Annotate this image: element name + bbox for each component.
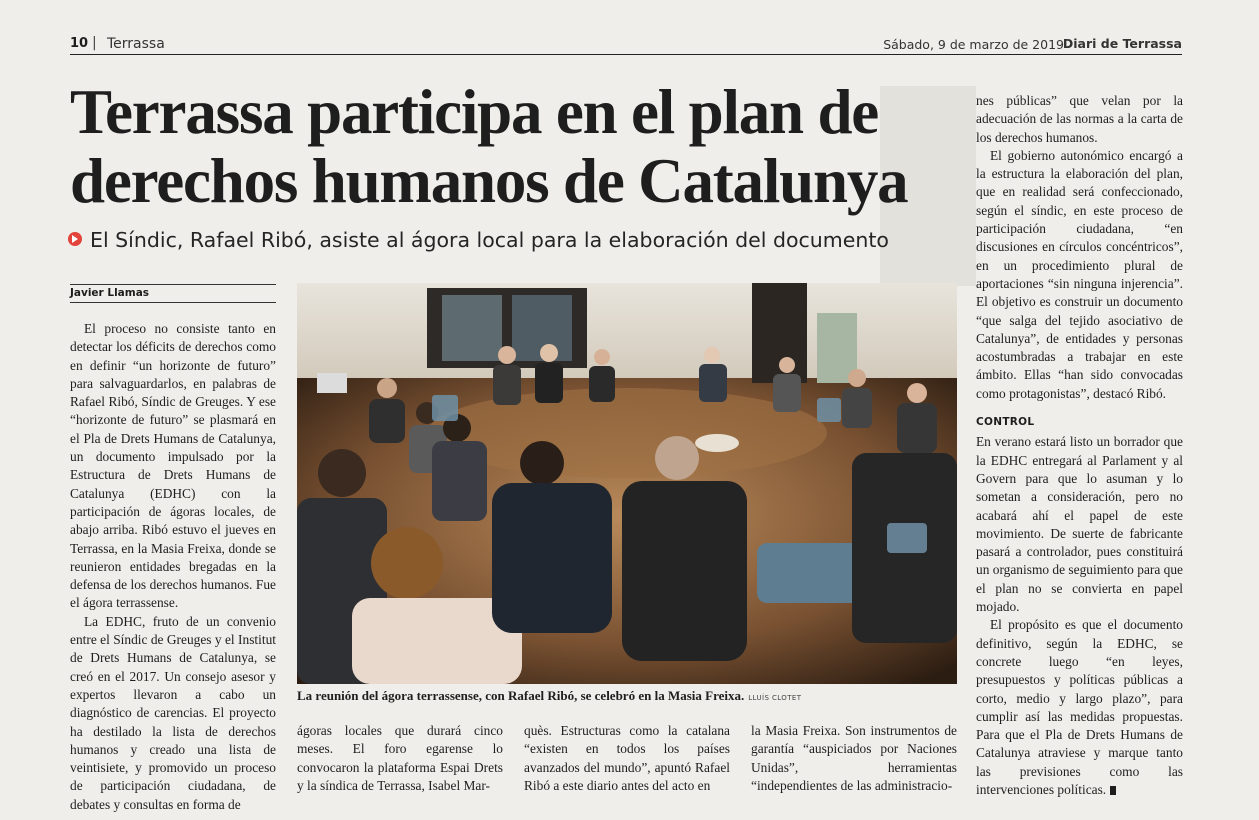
meeting-photo-illustration xyxy=(297,283,957,684)
article-column-2 xyxy=(297,722,503,795)
page-header xyxy=(70,36,1182,55)
photo-caption-row xyxy=(297,688,957,704)
paragraph: ágoras locales que durará cinco meses. El foro egarense lo convocaron la plataforma Espai Drets y la síndica de Terrassa, Isabel Mar- xyxy=(297,723,503,793)
paragraph-text: El propósito es que el documento definitivo, según la EDHC, se concrete luego “en leyes, presupuestos y políticas públicas a corto, medio y largo plazo”, para cumplir así las medidas propuestas. Para que el Pla de Drets Humans de Catalunya atraviese y marque tanto las previsiones como las intervenciones políticas. xyxy=(976,617,1183,797)
play-bullet-icon xyxy=(68,232,82,246)
paragraph: quès. Estructuras como la catalana “existen en todos los países avanzados del mundo”, apuntó Rafael Ribó a este diario antes del acto en xyxy=(524,723,730,793)
article-headline: Terrassa participa en el plan de derechos humanos de Catalunya xyxy=(70,77,908,216)
photo-credit: LLUÍS CLOTET xyxy=(748,694,802,702)
section-subtitle: CONTROL xyxy=(976,416,1035,429)
byline: Javier Llamas xyxy=(70,284,276,303)
paragraph: La EDHC, fruto de un convenio entre el Síndic de Greuges y el Institut de Drets Humans de Catalunya, se creó en el 2017. Un consejo asesor y expertos llevaron a cabo un diagnóstico de carencias. El proyecto ha destilado la lista de derechos humanos y creado una lista de veintisiete, y promovido un proceso de participación ciudadana, de debates y consultas en forma de xyxy=(70,613,276,812)
paragraph: En verano estará listo un borrador que la EDHC entregará al Parlament y al Govern para que lo asuman y lo sometan a consideración, pero no acabará ahí el papel de este movimiento. De suerte de fabricante pasará a controlador, pues constituirá un organismo de seguimiento para que el plan no se convierta en papel mojado. xyxy=(976,434,1183,615)
article-column-4 xyxy=(751,722,957,795)
paragraph: El proceso no consiste tanto en detectar los déficits de derechos como en definir “un horizonte de futuro” para salvaguardarlos, en palabras de Rafael Ribó, Síndic de Greuges. Y ese “horizonte de futuro” se plasmará en el Pla de Drets Humans de Catalunya, un documento impulsado por la Estructura de Drets Humans de Catalunya (EDHC) con la participación de ágoras locales, de abajo arriba. Ribó estuvo el jueves en Terrassa, en la Masia Freixa, donde se reunieron entidades bregadas en la defensa de los derechos humanos. Fue el ágora terrassense. xyxy=(70,321,276,611)
article-subheadline-row xyxy=(68,228,948,252)
paragraph: El gobierno autonómico encargó a la estructura la elaboración del plan, que en realidad será confeccionado, según el síndic, en este proceso de participación ciudadana, “en discusiones en círculos concéntricos”, en un procedimiento plural de aportaciones “sin ninguna injerencia”. El objetivo es construir un documento “que salga del tejido asociativo de Catalunya”, de entidades y personas acostumbradas a trabajar en este ámbito. Ellas “han sido convocadas como protagonistas”, destacó Ribó. xyxy=(976,147,1183,401)
article-column-3 xyxy=(524,722,730,795)
header-separator: | xyxy=(92,35,97,51)
article-column-5 xyxy=(976,92,1183,799)
section-name: Terrassa xyxy=(107,36,165,52)
article-photo xyxy=(297,283,957,684)
newspaper-name: Diari de Terrassa xyxy=(1062,36,1182,51)
paragraph: la Masia Freixa. Son instrumentos de garantía “auspiciados por Naciones Unidas”, herramientas “independientes de las administracio- xyxy=(751,723,957,793)
article-column-1 xyxy=(70,320,276,814)
article-subheadline: El Síndic, Rafael Ribó, asiste al ágora local para la elaboración del documento xyxy=(90,228,889,252)
end-of-article-icon xyxy=(1110,786,1116,795)
page-number: 10 xyxy=(70,36,89,51)
issue-date: Sábado, 9 de marzo de 2019 xyxy=(883,37,1064,52)
paragraph-final xyxy=(976,616,1183,799)
photo-caption: La reunión del ágora terrassense, con Rafael Ribó, se celebró en la Masia Freixa. xyxy=(297,688,745,703)
paragraph: nes públicas” que velan por la adecuación de las normas a la carta de los derechos humanos. xyxy=(976,93,1183,145)
